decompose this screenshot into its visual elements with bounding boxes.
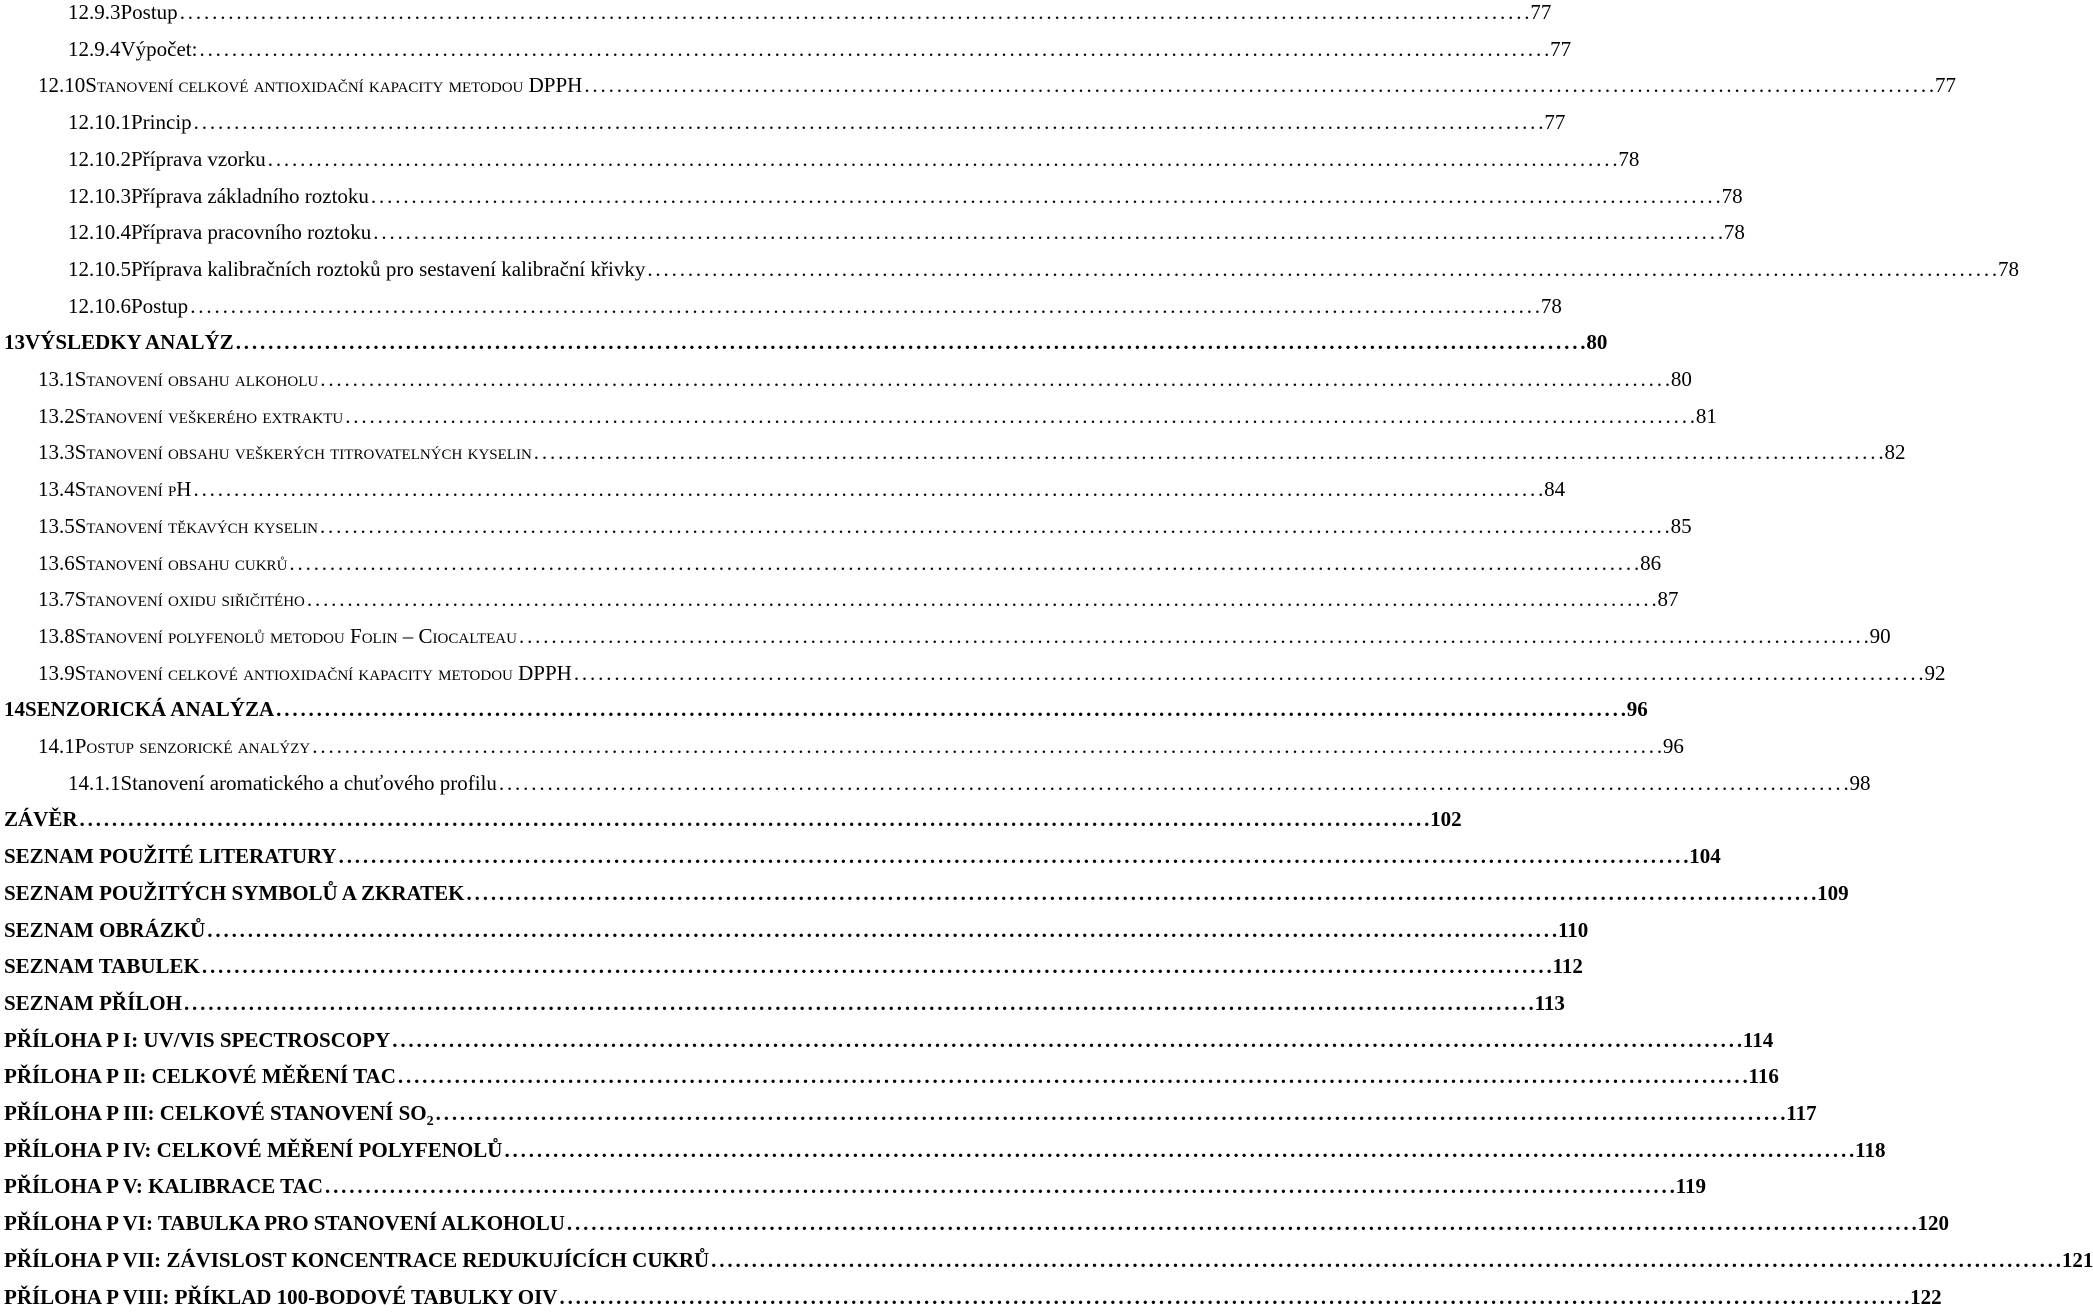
toc-entry-title: SEZNAM POUŽITÉ LITERATURY [4, 844, 337, 869]
toc-entry[interactable] [38, 477, 1566, 507]
toc-entry[interactable] [4, 1101, 1817, 1131]
toc-dot-leader [325, 1174, 1674, 1199]
toc-entry-page-number: 120 [1917, 1211, 1950, 1236]
toc-dot-leader [193, 477, 1542, 502]
toc-entry[interactable] [4, 844, 1721, 874]
toc-entry-page-number: 80 [1670, 367, 1692, 391]
toc-entry-page-number: 80 [1586, 330, 1608, 355]
toc-dot-leader [711, 1248, 2060, 1273]
toc-dot-leader [276, 697, 1625, 722]
toc-entry-number: 13.6 [38, 550, 75, 575]
toc-dot-leader [184, 991, 1533, 1016]
toc-entry-number: 12.10.2 [68, 146, 131, 171]
toc-entry-title: Výpočet: [120, 36, 198, 61]
toc-entry[interactable] [4, 880, 1849, 911]
toc-dot-leader [345, 404, 1694, 429]
toc-entry[interactable] [4, 1064, 1779, 1094]
toc-dot-leader [320, 367, 1669, 392]
toc-entry-page-number: 92 [1924, 660, 1946, 685]
toc-dot-leader [207, 918, 1556, 943]
toc-dot-leader [339, 844, 1688, 869]
toc-dot-leader [647, 257, 1996, 282]
toc-entry-title: Příprava vzorku [131, 146, 266, 171]
toc-entry[interactable] [68, 770, 1871, 801]
toc-entry[interactable] [4, 990, 1565, 1021]
toc-entry-number: 13.9 [38, 660, 75, 685]
toc-entry-number: 13 [4, 330, 25, 355]
toc-entry[interactable] [38, 73, 1956, 103]
toc-entry-page-number: 116 [1748, 1064, 1779, 1089]
toc-entry[interactable] [68, 36, 1572, 67]
toc-entry-page-number: 84 [1544, 477, 1566, 502]
toc-entry-page-number: 119 [1675, 1174, 1706, 1199]
toc-entry-page-number: 78 [1723, 220, 1745, 245]
toc-entry[interactable] [38, 403, 1717, 434]
toc-entry-page-number: 114 [1742, 1027, 1774, 1052]
toc-entry-number: 13.3 [38, 440, 75, 465]
toc-entry-title: Stanovení pH [74, 477, 192, 502]
toc-entry-title: PŘÍLOHA P I: UV/VIS SPECTROSCOPY [4, 1027, 391, 1052]
toc-entry-subscript: 2 [426, 1114, 434, 1130]
toc-dot-leader [559, 1285, 1908, 1310]
toc-entry-number: 13.4 [38, 477, 75, 502]
toc-entry-title: SEZNAM TABULEK [4, 954, 200, 979]
toc-dot-leader [268, 147, 1617, 172]
toc-entry-title: VÝSLEDKY ANALÝZ [25, 330, 234, 355]
toc-entry-page-number: 78 [1997, 256, 2019, 281]
toc-dot-leader [574, 661, 1923, 686]
toc-entry-title: Stanovení aromatického a chuťového profilu [120, 770, 497, 795]
toc-entry-page-number: 104 [1689, 844, 1721, 869]
toc-dot-leader [289, 551, 1638, 576]
toc-entry-number: 12.10 [38, 73, 86, 98]
toc-entry-number: 12.10.3 [68, 183, 131, 208]
toc-entry-title: PŘÍLOHA P II: CELKOVÉ MĚŘENÍ TAC [4, 1064, 396, 1089]
toc-dot-leader [199, 37, 1548, 62]
toc-entry-number: 12.9.3 [68, 0, 121, 24]
toc-entry-page-number: 96 [1662, 734, 1684, 758]
toc-dot-leader [190, 294, 1539, 319]
toc-entry-title: Stanovení oxidu siřičitého [74, 587, 305, 612]
toc-entry-title: Postup [131, 293, 189, 318]
toc-entry-number: 12.10.1 [68, 110, 131, 135]
toc-entry[interactable] [4, 807, 1462, 837]
toc-dot-leader [436, 1101, 1785, 1126]
toc-entry-page-number: 98 [1849, 770, 1871, 795]
toc-entry[interactable] [68, 293, 1562, 324]
toc-entry-number: 14.1.1 [68, 770, 121, 795]
toc-entry[interactable] [4, 697, 1648, 727]
toc-entry-title: PŘÍLOHA P VIII: PŘÍKLAD 100-BODOVÉ TABULKY OIV [4, 1284, 558, 1309]
toc-entry[interactable] [4, 917, 1589, 948]
toc-entry-number: 13.8 [38, 623, 75, 648]
toc-entry-title: Postup senzorické analýzy [74, 734, 311, 758]
toc-entry-number: 12.10.4 [68, 220, 131, 245]
toc-entry-title: Princip [131, 110, 192, 135]
toc-dot-leader [371, 184, 1720, 209]
toc-entry-page-number: 77 [1934, 73, 1956, 98]
toc-entry-page-number: 86 [1640, 550, 1662, 575]
toc-entry-title: Příprava základního roztoku [131, 183, 369, 208]
toc-entry-number: 13.7 [38, 587, 75, 612]
toc-entry-title: PŘÍLOHA P IV: CELKOVÉ MĚŘENÍ POLYFENOLŮ [4, 1137, 503, 1162]
toc-entry-page-number: 113 [1534, 990, 1565, 1015]
toc-entry-page-number: 112 [1552, 954, 1583, 979]
toc-entry-page-number: 77 [1530, 0, 1552, 24]
toc-entry[interactable] [68, 0, 1552, 30]
toc-entry-title: Příprava kalibračních roztoků pro sestavení kalibrační křivky [131, 256, 646, 281]
toc-entry-title: PŘÍLOHA P III: CELKOVÉ STANOVENÍ $SO_2$ [4, 1101, 434, 1130]
toc-entry-page-number: 121 [2061, 1247, 2093, 1272]
toc-entry-page-number: 77 [1550, 36, 1572, 61]
toc-dot-leader [584, 73, 1933, 98]
toc-dot-leader [80, 807, 1429, 832]
toc-entry-page-number: 78 [1618, 146, 1640, 171]
toc-dot-leader [534, 440, 1883, 465]
toc-entry-title: PŘÍLOHA P V: KALIBRACE TAC [4, 1174, 323, 1199]
toc-dot-leader [398, 1064, 1747, 1089]
toc-entry-title: Stanovení celkové antioxidační kapacity metodou DPPH [74, 660, 572, 685]
toc-entry-number: 12.10.5 [68, 256, 131, 281]
toc-entry[interactable] [4, 1174, 1706, 1204]
toc-dot-leader [567, 1211, 1916, 1236]
toc-dot-leader [236, 330, 1585, 355]
toc-entry-page-number: 109 [1817, 880, 1849, 905]
toc-entry-title: Stanovení obsahu alkoholu [74, 367, 319, 391]
toc-entry-title: Příprava pracovního roztoku [131, 220, 372, 245]
toc-entry-page-number: 117 [1786, 1101, 1817, 1125]
toc-entry[interactable] [38, 623, 1891, 654]
toc-entry-title: SEZNAM POUŽITÝCH SYMBOLŮ A ZKRATEK [4, 880, 465, 905]
toc-dot-leader [373, 220, 1722, 245]
toc-entry[interactable] [4, 1247, 2093, 1278]
toc-entry[interactable] [4, 330, 1608, 360]
toc-entry[interactable] [4, 1284, 1942, 1315]
toc-entry[interactable] [4, 1211, 1950, 1241]
toc-entry[interactable] [38, 367, 1692, 397]
toc-dot-leader [312, 734, 1661, 759]
toc-entry[interactable] [68, 146, 1640, 177]
toc-entry-title: SEZNAM OBRÁZKŮ [4, 917, 206, 942]
toc-entry[interactable] [4, 1027, 1774, 1058]
toc-entry-title: Stanovení celkové antioxidační kapacity metodou DPPH [85, 73, 583, 98]
toc-dot-leader [194, 110, 1543, 135]
toc-entry-page-number: 110 [1557, 917, 1589, 942]
toc-dot-leader [320, 514, 1669, 539]
toc-dot-leader [499, 771, 1848, 796]
toc-entry[interactable] [38, 587, 1679, 617]
toc-entry-title: PŘÍLOHA P VI: TABULKA PRO STANOVENÍ ALKOHOLU [4, 1211, 565, 1236]
toc-dot-leader [519, 624, 1868, 649]
toc-dot-leader [307, 587, 1656, 612]
toc-entry-title: Stanovení těkavých kyselin [74, 513, 318, 538]
toc-entry-title: SEZNAM PŘÍLOH [4, 990, 182, 1015]
toc-entry-title: Postup [120, 0, 178, 24]
toc-entry-number: 14 [4, 697, 25, 722]
toc-entry[interactable] [68, 220, 1745, 250]
toc-entry-title: SENZORICKÁ ANALÝZA [25, 697, 275, 722]
toc-entry-title: Stanovení obsahu cukrů [74, 550, 288, 575]
toc-entry-page-number: 77 [1544, 110, 1566, 135]
toc-entry[interactable] [68, 110, 1566, 140]
toc-entry-page-number: 78 [1721, 183, 1743, 208]
toc-entry[interactable] [38, 550, 1662, 581]
toc-entry-title: Stanovení veškerého extraktu [74, 403, 344, 428]
toc-entry[interactable] [68, 256, 2019, 287]
toc-entry-title: PŘÍLOHA P VII: ZÁVISLOST KONCENTRACE REDUKUJÍCÍCH CUKRŮ [4, 1247, 710, 1272]
toc-entry-page-number: 90 [1869, 623, 1891, 648]
toc-entry-page-number: 102 [1430, 807, 1462, 832]
toc-entry[interactable] [38, 440, 1906, 470]
toc-entry-number: 13.1 [38, 367, 75, 391]
toc-entry[interactable] [38, 660, 1946, 691]
toc-entry-number: 13.5 [38, 513, 75, 538]
toc-entry-page-number: 85 [1670, 513, 1692, 538]
toc-entry[interactable] [68, 183, 1743, 214]
toc-entry-title: Stanovení polyfenolů metodou Folin – Ciocalteau [74, 623, 517, 648]
toc-entry-title: ZÁVĚR [4, 807, 78, 832]
toc-entry-number: 13.2 [38, 403, 75, 428]
toc-dot-leader [504, 1138, 1853, 1163]
toc-entry-page-number: 87 [1657, 587, 1679, 612]
toc-entry-page-number: 118 [1855, 1137, 1886, 1162]
toc-entry-page-number: 96 [1626, 697, 1648, 722]
toc-entry-page-number: 82 [1884, 440, 1906, 465]
toc-entry[interactable] [4, 954, 1583, 984]
toc-dot-leader [202, 954, 1551, 979]
toc-entry[interactable] [4, 1137, 1886, 1168]
toc-entry[interactable] [38, 734, 1684, 764]
toc-entry-page-number: 81 [1695, 403, 1717, 428]
toc-entry[interactable] [38, 513, 1692, 544]
toc-entry-number: 12.9.4 [68, 36, 121, 61]
toc-dot-leader [467, 881, 1816, 906]
toc-entry-number: 12.10.6 [68, 293, 131, 318]
toc-entry-page-number: 78 [1540, 293, 1562, 318]
toc-dot-leader [180, 0, 1529, 25]
toc-entry-number: 14.1 [38, 734, 75, 758]
toc-entry-title: Stanovení obsahu veškerých titrovatelných kyselin [74, 440, 532, 465]
toc-entry-page-number: 122 [1910, 1284, 1942, 1309]
toc-dot-leader [392, 1028, 1741, 1053]
